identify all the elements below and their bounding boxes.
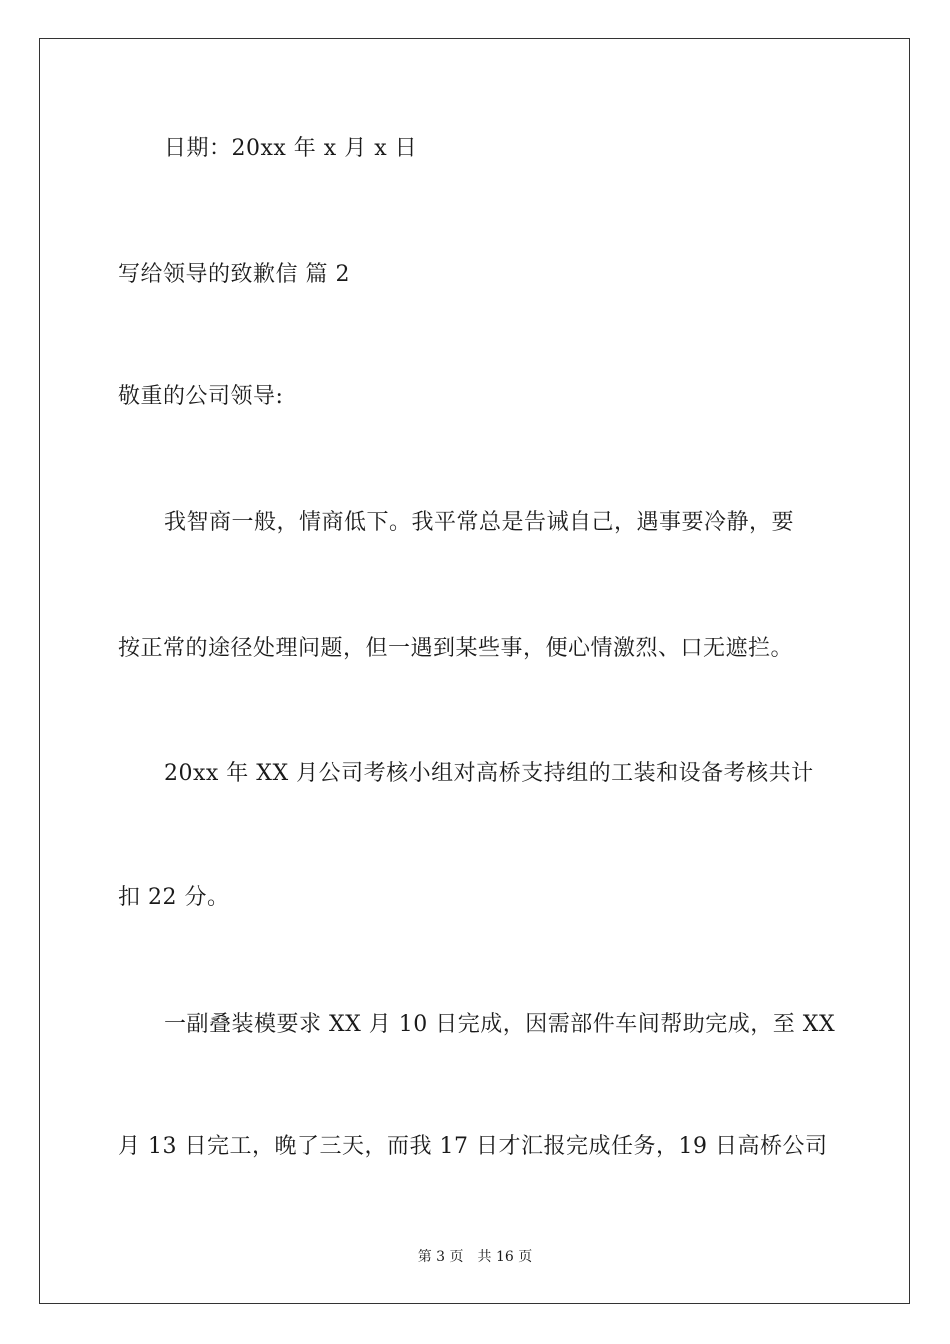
- paragraph-line: 一副叠装模要求 XX 月 10 日完成，因需部件车间帮助完成，至 XX: [164, 1012, 836, 1037]
- page-border: [39, 38, 910, 1304]
- page-total: 共 16 页: [477, 1249, 533, 1265]
- page-footer: [0, 1248, 950, 1266]
- page-number: 第 3 页: [417, 1249, 464, 1265]
- date-line: 日期：20xx 年 x 月 x 日: [164, 136, 418, 161]
- paragraph-line: 月 13 日完工，晚了三天，而我 17 日才汇报完成任务，19 日高桥公司: [118, 1134, 828, 1159]
- paragraph-line: 扣 22 分。: [118, 885, 230, 910]
- salutation: 敬重的公司领导:: [118, 384, 284, 409]
- paragraph-line: 我智商一般，情商低下。我平常总是告诫自己，遇事要冷静，要: [164, 510, 795, 535]
- paragraph-line: 按正常的途径处理问题，但一遇到某些事，便心情激烈、口无遮拦。: [118, 636, 794, 661]
- paragraph-line: 20xx 年 XX 月公司考核小组对高桥支持组的工装和设备考核共计: [164, 761, 814, 786]
- section-title: 写给领导的致歉信 篇 2: [118, 262, 350, 287]
